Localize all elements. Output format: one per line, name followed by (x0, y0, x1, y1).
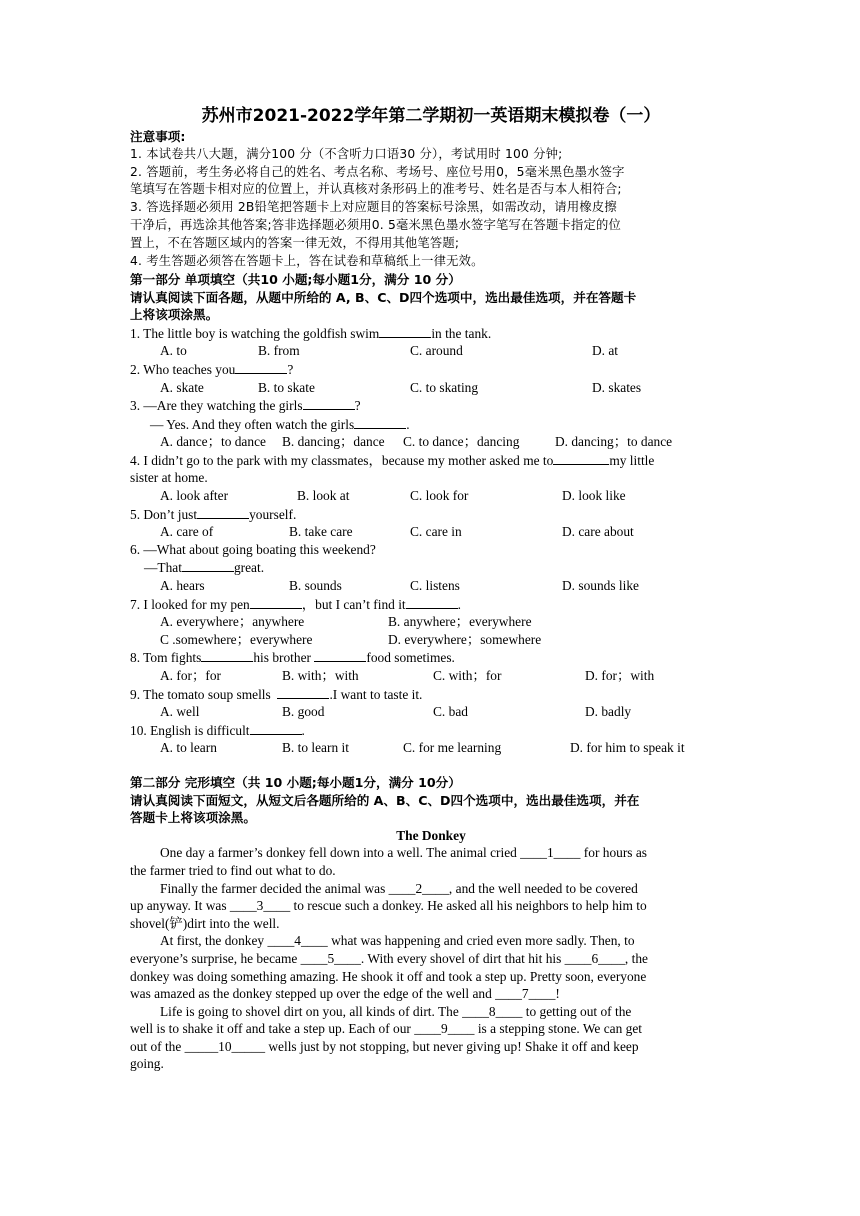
answer-blank (314, 648, 366, 662)
question-8 (130, 648, 732, 667)
option-b: B. with；with (282, 668, 359, 683)
answer-blank (406, 595, 458, 609)
question-text: 1. The little boy is watching the goldfish swim (130, 325, 380, 341)
option-b: B. to learn it (282, 740, 349, 756)
option-d: D. for；with (585, 668, 655, 683)
answer-blank (303, 396, 355, 410)
options-row (130, 523, 732, 541)
option-d: D. at (592, 343, 619, 359)
option-d: D. badly (585, 704, 632, 720)
question-6: 6. —What about going boating this weekend? (130, 541, 376, 557)
option-d: D. everywhere；somewhere (388, 631, 542, 647)
question-7 (130, 595, 732, 614)
option-c: C. look for (410, 488, 469, 504)
options-row (130, 342, 732, 360)
question-text: food sometimes. (366, 650, 455, 666)
options-row (130, 631, 732, 649)
notice-line: 置上，不在答题区域内的答案一律无效，不得用其他笔答题; (130, 236, 460, 251)
passage-line: At first, the donkey ____4____ what was happening and cried even more sadly. Then, to (160, 933, 635, 949)
option-c: C. listens (410, 578, 460, 594)
notice-heading: 注意事项: (130, 129, 186, 144)
option-a: A. dance；to dance (160, 434, 266, 450)
answer-blank (250, 721, 302, 735)
question-text: . (457, 596, 461, 612)
passage-line: going. (130, 1056, 164, 1072)
options-row (130, 433, 732, 451)
question-text: 7. I looked for my pen (130, 596, 250, 612)
page-title: 苏州市2021-2022学年第二学期初一英语期末模拟卷（一） (201, 106, 661, 126)
option-a: A. to (160, 343, 187, 359)
option-a: A. everywhere；anywhere (160, 614, 305, 630)
answer-blank (277, 685, 329, 699)
passage-line: Finally the farmer decided the animal was ____2____, and the well needed to be covered (160, 880, 638, 896)
part2-heading: 第二部分 完形填空（共 10 小题;每小题1分，满分 10分） (130, 774, 461, 790)
part2-section (130, 774, 732, 1073)
part1-instruction: 上将该项涂黑。 (130, 307, 219, 323)
option-d: D. dancing；to dance (555, 434, 673, 450)
answer-blank (182, 558, 234, 572)
question-text: 3. —Are they watching the girls (130, 398, 303, 414)
question-text: his brother (253, 650, 312, 666)
option-a: A. well (160, 704, 200, 720)
notice-line: 干净后，再选涂其他答案;答非选择题必须用0. 5毫米黑色墨水签字笔写在答题卡指定的位 (130, 218, 621, 233)
exam-page (130, 104, 732, 1073)
part2-instruction: 答题卡上将该项涂黑。 (130, 810, 256, 826)
passage-line: donkey was doing something amazing. He shook it off and took a step up. Pretty soon, everyone (130, 968, 647, 984)
answer-blank (235, 360, 287, 374)
part2-instruction: 请认真阅读下面短文，从短文后各题所给的 A、B、C、D四个选项中，选出最佳选项，并在 (130, 792, 640, 808)
option-a: A. hears (160, 578, 205, 594)
option-c: C. with；for (433, 668, 502, 683)
passage-line: up anyway. It was ____3____ to rescue such a donkey. He asked all his neighbors to help him to (130, 898, 647, 914)
question-text: — Yes. And they often watch the girls (150, 416, 355, 432)
question-2 (130, 360, 732, 379)
question-text: great. (233, 560, 265, 576)
question-text: ? (354, 398, 361, 414)
option-d: D. for him to speak it (570, 740, 685, 756)
part1-instruction: 请认真阅读下面各题，从题中所给的 A, B、C、D四个选项中，选出最佳选项，并在答题卡 (130, 289, 637, 305)
answer-blank (197, 505, 249, 519)
question-text: —That (144, 560, 182, 576)
passage-line: shovel(铲)dirt into the well. (130, 915, 280, 931)
notice-line: 笔填写在答题卡相对应的位置上，并认真核对条形码上的准考号、姓名是否与本人相符合; (130, 182, 622, 197)
option-b: B. anywhere；everywhere (388, 614, 532, 630)
option-c: C .somewhere；everywhere (160, 631, 313, 647)
question-3-reply (130, 415, 732, 434)
question-text: my little (609, 452, 655, 468)
passage-line: was amazed as the donkey stepped up over the edge of the well and ____7____! (130, 986, 560, 1002)
question-text: .I want to taste it. (329, 686, 423, 702)
answer-blank (201, 648, 253, 662)
question-text: 10. English is difficult (130, 722, 250, 738)
question-text: . (406, 416, 410, 432)
passage-line: out of the _____10_____ wells just by not stopping, but never giving up! Shake it off and keep (130, 1038, 639, 1054)
part1-section (130, 271, 732, 757)
option-c: C. around (410, 343, 463, 359)
notice-line: 4. 考生答题必须答在答题卡上，答在试卷和草稿纸上一律无效。 (130, 254, 484, 269)
options-row (130, 739, 732, 757)
options-row (130, 379, 732, 397)
question-9 (130, 685, 732, 704)
question-4 (130, 451, 732, 470)
question-4-cont: sister at home. (130, 470, 208, 486)
options-row (130, 577, 732, 595)
question-text: 5. Don’t just (130, 506, 198, 522)
question-10 (130, 721, 732, 740)
question-text: ? (287, 361, 294, 377)
options-row (130, 703, 732, 721)
option-d: D. look like (562, 488, 626, 504)
option-c: C. to dance；dancing (403, 434, 520, 450)
question-6-reply (130, 558, 732, 577)
passage-line: well is to shake it off and take a step up. Each of our ____9____ is a stepping stone. We can get (130, 1021, 642, 1037)
notice-line: 1. 本试卷共八大题，满分100 分（不含听力口语30 分），考试用时 100 分钟; (130, 146, 563, 161)
option-a: A. to learn (160, 740, 217, 756)
question-1 (130, 324, 732, 343)
answer-blank (250, 595, 302, 609)
option-c: C. to skating (410, 379, 479, 395)
option-b: B. dancing；dance (282, 434, 385, 450)
passage-line: One day a farmer’s donkey fell down into a well. The animal cried ____1____ for hours as (160, 845, 648, 861)
question-text: 2. Who teaches you (130, 361, 236, 377)
option-b: B. to skate (258, 379, 315, 395)
passage-line: the farmer tried to find out what to do. (130, 862, 336, 878)
passage-line: everyone’s surprise, he became ____5____. With every shovel of dirt that hit his ____6____, the (130, 950, 648, 966)
notice-line: 2. 答题前，考生务必将自己的姓名、考点名称、考场号、座位号用0，5毫米黑色墨水签字 (130, 164, 625, 179)
question-3 (130, 396, 732, 415)
question-text: 9. The tomato soup smells (130, 686, 271, 702)
passage-title: The Donkey (396, 827, 466, 843)
option-d: D. sounds like (562, 578, 639, 594)
option-b: B. sounds (289, 578, 342, 594)
question-text: yourself. (249, 506, 297, 522)
option-d: D. skates (592, 379, 642, 395)
question-text: 4. I didn’t go to the park with my classmates，because my mother asked me to (130, 452, 554, 468)
option-b: B. good (282, 704, 325, 720)
options-row (130, 613, 732, 631)
section-gap (130, 757, 732, 774)
answer-blank (354, 415, 406, 429)
part1-heading: 第一部分 单项填空（共10 小题;每小题1分，满分 10 分） (130, 271, 461, 287)
option-c: C. care in (410, 524, 462, 540)
option-a: A. look after (160, 488, 229, 504)
notice-line: 3. 答选择题必须用 2B铅笔把答题卡上对应题目的答案标号涂黑，如需改动，请用橡皮擦 (130, 200, 617, 215)
option-b: B. take care (289, 524, 353, 540)
option-b: B. from (258, 343, 300, 359)
option-a: A. skate (160, 379, 204, 395)
option-a: A. for；for (160, 668, 221, 683)
options-row (130, 667, 732, 685)
answer-blank (379, 324, 431, 338)
question-text: . (301, 722, 305, 738)
question-text: 8. Tom fights (130, 650, 202, 666)
notice-section (130, 128, 732, 271)
option-a: A. care of (160, 524, 214, 540)
answer-blank (553, 451, 609, 465)
question-text: in the tank. (431, 325, 492, 341)
option-c: C. for me learning (403, 740, 502, 756)
question-text: ，but I can’t find it (301, 596, 406, 612)
question-5 (130, 505, 732, 524)
options-row (130, 487, 732, 505)
option-c: C. bad (433, 704, 468, 720)
option-b: B. look at (297, 488, 350, 504)
passage-line: Life is going to shovel dirt on you, all kinds of dirt. The ____8____ to getting out of the (160, 1003, 632, 1019)
option-d: D. care about (562, 524, 634, 540)
